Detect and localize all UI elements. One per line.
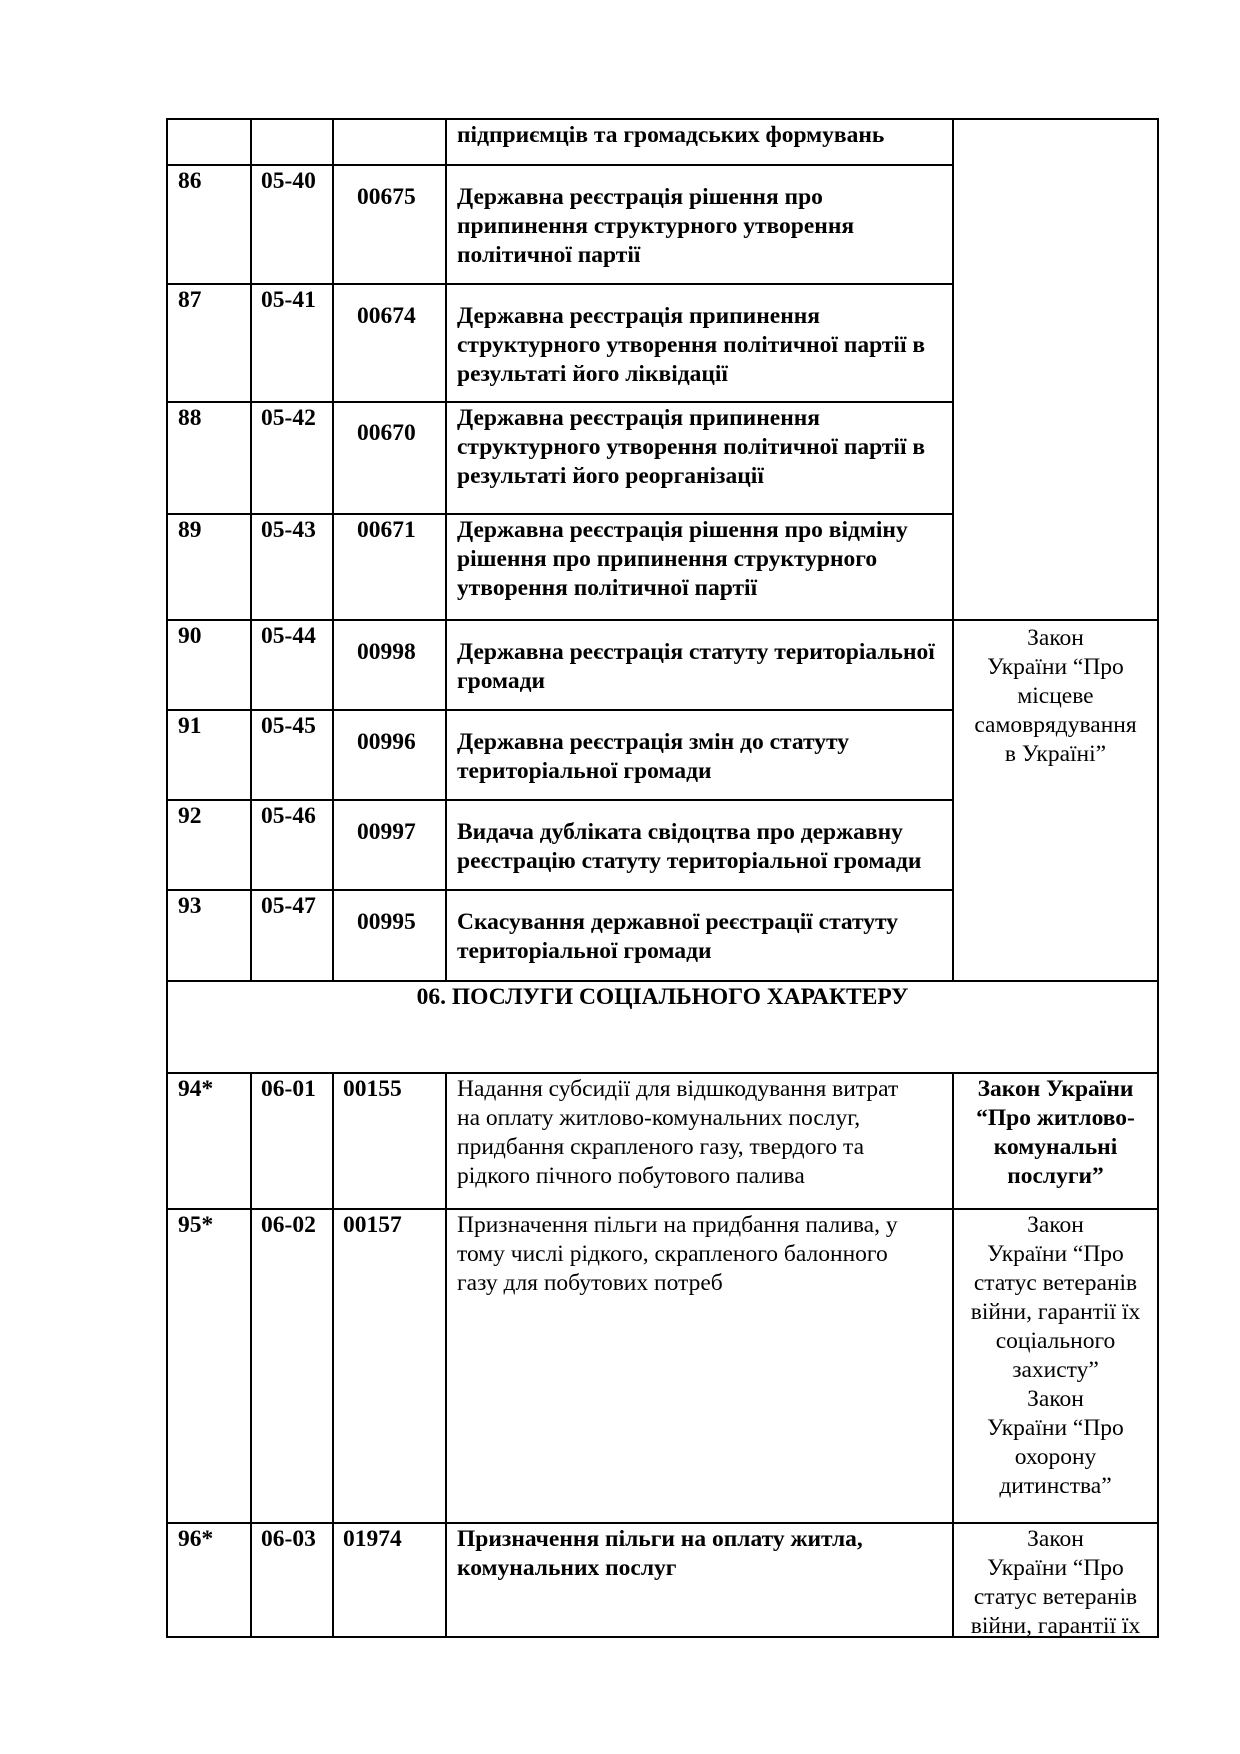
row-number: 88 <box>178 405 202 431</box>
row-number: 89 <box>178 517 202 543</box>
section-header: 06. ПОСЛУГИ СОЦІАЛЬНОГО ХАРАКТЕРУ <box>416 984 909 1010</box>
row-number: 90 <box>178 623 202 649</box>
table-line <box>166 164 952 166</box>
table-line <box>166 709 952 711</box>
table-line <box>166 889 952 891</box>
row-number: 93 <box>178 893 202 919</box>
service-name: Надання субсидії для відшкодування витрат на оплату житлово-комунальних послуг, придбання скрапленого газу, твердого та рідкого пічного побутового палива <box>457 1076 899 1189</box>
legal-basis: Закон України “Про статус ветеранів війни, гарантії їх соціального захисту” Закон України “Про охорону дитинства” <box>970 1212 1141 1499</box>
service-name: Державна реєстрація статуту територіальної громади <box>457 639 935 694</box>
table-line <box>166 1072 1158 1074</box>
service-id: 00998 <box>357 639 416 665</box>
service-code: 05-40 <box>261 168 316 194</box>
table-line <box>332 1072 334 1638</box>
service-id: 00670 <box>357 420 416 446</box>
table-line <box>166 401 952 403</box>
service-code: 05-44 <box>261 623 316 649</box>
table-line <box>1157 118 1159 1638</box>
service-code: 05-46 <box>261 803 316 829</box>
table-line <box>166 980 1158 982</box>
table-line <box>445 118 447 981</box>
service-name: Державна реєстрація припинення структурного утворення політичної партії в результаті його реорганізації <box>457 405 926 489</box>
service-code: 05-47 <box>261 893 316 919</box>
service-id: 00996 <box>357 729 416 755</box>
service-code: 05-41 <box>261 287 316 313</box>
service-name: підприємців та громадських формувань <box>457 122 885 148</box>
service-code: 06-02 <box>261 1212 316 1238</box>
service-id: 00671 <box>357 517 416 543</box>
service-code: 05-43 <box>261 517 316 543</box>
legal-basis: Закон України “Про статус ветеранів війни, гарантії їх <box>970 1526 1141 1639</box>
row-number: 91 <box>178 713 202 739</box>
table-line <box>445 1072 447 1638</box>
service-id: 00997 <box>357 819 416 845</box>
table-line <box>166 118 168 1638</box>
service-id: 00157 <box>343 1212 402 1238</box>
row-number: 87 <box>178 287 202 313</box>
service-name: Скасування державної реєстрації статуту територіальної громади <box>457 909 899 964</box>
row-number: 94* <box>178 1076 214 1102</box>
service-name: Державна реєстрація припинення структурного утворення політичної партії в результаті його ліквідації <box>457 303 926 387</box>
service-name: Видача дубліката свідоцтва про державну реєстрацію статуту територіальної громади <box>457 819 922 874</box>
legal-basis: Закон України “Про місцеве самоврядування в Україні” <box>974 625 1137 767</box>
service-id: 00675 <box>357 184 416 210</box>
service-code: 05-42 <box>261 405 316 431</box>
service-id: 01974 <box>343 1526 402 1552</box>
table-line <box>166 619 1158 621</box>
table-line <box>166 118 1158 120</box>
service-name: Призначення пільги на придбання палива, у тому числі рідкого, скрапленого балонного газу для побутових потреб <box>457 1212 898 1296</box>
service-code: 05-45 <box>261 713 316 739</box>
table-line <box>166 1522 1158 1524</box>
service-id: 00995 <box>357 909 416 935</box>
table-line <box>250 1072 252 1638</box>
legal-basis: Закон України “Про житлово- комунальні послуги” <box>976 1076 1135 1189</box>
table-line <box>166 513 952 515</box>
table-line <box>952 118 954 981</box>
table-line <box>166 1208 1158 1210</box>
service-name: Державна реєстрація рішення про відміну рішення про припинення структурного утворення політичної партії <box>457 517 908 601</box>
table-line <box>166 799 952 801</box>
service-code: 06-01 <box>261 1076 316 1102</box>
service-id: 00674 <box>357 303 416 329</box>
service-id: 00155 <box>343 1076 402 1102</box>
table-line <box>166 283 952 285</box>
row-number: 95* <box>178 1212 214 1238</box>
service-name: Державна реєстрація рішення про припинення структурного утворення політичної партії <box>457 184 855 268</box>
service-name: Державна реєстрація змін до статуту територіальної громади <box>457 729 849 784</box>
row-number: 96* <box>178 1526 214 1552</box>
table-line <box>332 118 334 981</box>
row-number: 92 <box>178 803 202 829</box>
service-name: Призначення пільги на оплату житла, комунальних послуг <box>457 1526 863 1581</box>
service-code: 06-03 <box>261 1526 316 1552</box>
table-line <box>250 118 252 981</box>
row-number: 86 <box>178 168 202 194</box>
